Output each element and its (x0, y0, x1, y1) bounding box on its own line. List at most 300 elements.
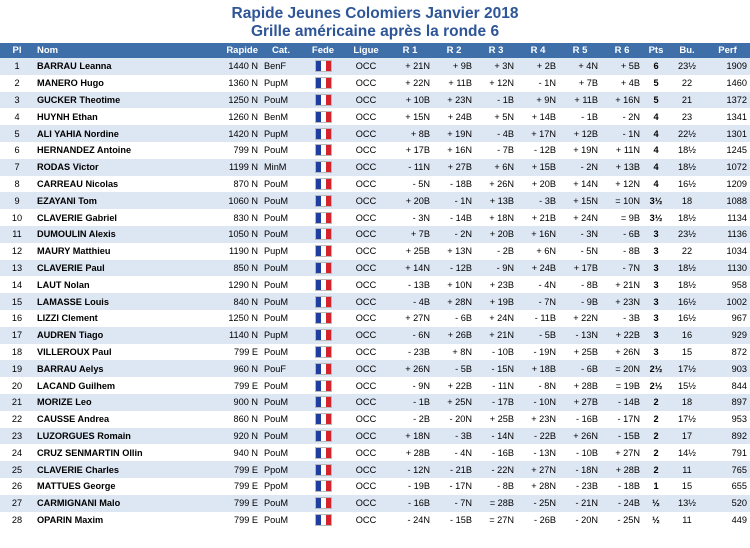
france-flag-icon (315, 497, 332, 509)
federation-flag (301, 108, 345, 125)
table-row (0, 75, 750, 92)
round-2-cell: + 10N (433, 276, 475, 293)
column-header-nom: Nom (34, 43, 194, 58)
table-row (0, 444, 750, 461)
name-cell: LAMASSE Louis (34, 293, 194, 310)
round-1-cell: + 10B (387, 92, 433, 109)
round-6-cell: - 24B (601, 495, 643, 512)
round-5-cell: - 6B (559, 360, 601, 377)
round-3-cell: - 11N (475, 377, 517, 394)
place-cell: 4 (0, 108, 34, 125)
place-cell: 22 (0, 411, 34, 428)
buchholz-cell: 17½ (669, 360, 705, 377)
name-cell: MANERO Hugo (34, 75, 194, 92)
round-2-cell: + 27B (433, 159, 475, 176)
round-5-cell: - 18N (559, 461, 601, 478)
category-cell: PouM (261, 226, 301, 243)
name-cell: LUZORGUES Romain (34, 428, 194, 445)
buchholz-cell: 15 (669, 478, 705, 495)
place-cell: 13 (0, 260, 34, 277)
performance-cell: 1460 (705, 75, 750, 92)
round-5-cell: - 10B (559, 444, 601, 461)
league-cell: OCC (345, 75, 387, 92)
table-row (0, 92, 750, 109)
category-cell: BenM (261, 108, 301, 125)
round-4-cell: - 19N (517, 344, 559, 361)
federation-flag (301, 495, 345, 512)
league-cell: OCC (345, 444, 387, 461)
round-4-cell: - 4N (517, 276, 559, 293)
round-3-cell: - 14N (475, 428, 517, 445)
round-6-cell: + 13B (601, 159, 643, 176)
federation-flag (301, 209, 345, 226)
name-cell: LIZZI Clement (34, 310, 194, 327)
round-5-cell: + 17B (559, 260, 601, 277)
performance-cell: 903 (705, 360, 750, 377)
column-header-r3: R 3 (475, 43, 517, 58)
round-3-cell: + 6N (475, 159, 517, 176)
table-row (0, 176, 750, 193)
league-cell: OCC (345, 394, 387, 411)
league-cell: OCC (345, 512, 387, 529)
buchholz-cell: 17 (669, 428, 705, 445)
france-flag-icon (315, 111, 332, 123)
rating-cell: 799 E (194, 377, 261, 394)
round-5-cell: - 13N (559, 327, 601, 344)
column-header-ligue: Ligue (345, 43, 387, 58)
round-3-cell: = 27N (475, 512, 517, 529)
round-5-cell: - 2N (559, 159, 601, 176)
place-cell: 9 (0, 192, 34, 209)
round-3-cell: + 3N (475, 58, 517, 75)
performance-cell: 958 (705, 276, 750, 293)
performance-cell: 1088 (705, 192, 750, 209)
round-6-cell: + 28B (601, 461, 643, 478)
performance-cell: 1130 (705, 260, 750, 277)
round-4-cell: + 23N (517, 411, 559, 428)
points-cell: 2 (643, 394, 669, 411)
place-cell: 1 (0, 58, 34, 75)
round-1-cell: - 6N (387, 327, 433, 344)
round-4-cell: + 14B (517, 108, 559, 125)
round-1-cell: + 8B (387, 125, 433, 142)
column-header-r6: R 6 (601, 43, 643, 58)
federation-flag (301, 344, 345, 361)
column-header-rapide: Rapide (194, 43, 261, 58)
performance-cell: 1209 (705, 176, 750, 193)
round-5-cell: + 19N (559, 142, 601, 159)
performance-cell: 1072 (705, 159, 750, 176)
buchholz-cell: 13½ (669, 495, 705, 512)
federation-flag (301, 226, 345, 243)
league-cell: OCC (345, 428, 387, 445)
table-row (0, 108, 750, 125)
category-cell: MinM (261, 159, 301, 176)
france-flag-icon (315, 245, 332, 257)
federation-flag (301, 444, 345, 461)
name-cell: BARRAU Leanna (34, 58, 194, 75)
france-flag-icon (315, 396, 332, 408)
round-1-cell: - 19B (387, 478, 433, 495)
round-2-cell: - 7N (433, 495, 475, 512)
federation-flag (301, 243, 345, 260)
place-cell: 28 (0, 512, 34, 529)
buchholz-cell: 16 (669, 327, 705, 344)
round-1-cell: + 21N (387, 58, 433, 75)
round-2-cell: + 8N (433, 344, 475, 361)
round-2-cell: + 19N (433, 125, 475, 142)
league-cell: OCC (345, 495, 387, 512)
france-flag-icon (315, 195, 332, 207)
round-4-cell: - 26B (517, 512, 559, 529)
france-flag-icon (315, 363, 332, 375)
column-header-pl: Pl (0, 43, 34, 58)
category-cell: PouM (261, 377, 301, 394)
category-cell: PupM (261, 327, 301, 344)
name-cell: GUCKER Theotime (34, 92, 194, 109)
round-2-cell: - 17N (433, 478, 475, 495)
round-3-cell: + 21N (475, 327, 517, 344)
round-2-cell: + 23N (433, 92, 475, 109)
round-6-cell: + 12N (601, 176, 643, 193)
round-6-cell: - 25N (601, 512, 643, 529)
buchholz-cell: 17½ (669, 411, 705, 428)
page-title: Rapide Jeunes Colomiers Janvier 2018 (231, 5, 519, 22)
round-3-cell: + 26N (475, 176, 517, 193)
place-cell: 21 (0, 394, 34, 411)
rating-cell: 920 N (194, 428, 261, 445)
performance-cell: 1909 (705, 58, 750, 75)
category-cell: PouM (261, 428, 301, 445)
table-row (0, 159, 750, 176)
table-row (0, 377, 750, 394)
page-subtitle: Grille américaine après la ronde 6 (250, 23, 500, 40)
france-flag-icon (315, 228, 332, 240)
name-cell: MORIZE Leo (34, 394, 194, 411)
name-cell: MATTUES George (34, 478, 194, 495)
round-3-cell: - 17B (475, 394, 517, 411)
buchholz-cell: 22½ (669, 125, 705, 142)
round-1-cell: + 15N (387, 108, 433, 125)
place-cell: 16 (0, 310, 34, 327)
france-flag-icon (315, 514, 332, 526)
performance-cell: 1301 (705, 125, 750, 142)
category-cell: PupM (261, 125, 301, 142)
category-cell: PouM (261, 260, 301, 277)
round-4-cell: - 5B (517, 327, 559, 344)
league-cell: OCC (345, 260, 387, 277)
points-cell: ½ (643, 495, 669, 512)
round-1-cell: - 11N (387, 159, 433, 176)
federation-flag (301, 159, 345, 176)
buchholz-cell: 23½ (669, 226, 705, 243)
round-1-cell: - 23B (387, 344, 433, 361)
rating-cell: 1190 N (194, 243, 261, 260)
round-6-cell: + 5B (601, 58, 643, 75)
round-1-cell: + 18N (387, 428, 433, 445)
buchholz-cell: 22 (669, 75, 705, 92)
round-5-cell: + 14N (559, 176, 601, 193)
round-4-cell: + 21B (517, 209, 559, 226)
table-row (0, 360, 750, 377)
points-cell: 3 (643, 276, 669, 293)
france-flag-icon (315, 161, 332, 173)
name-cell: CLAVERIE Gabriel (34, 209, 194, 226)
place-cell: 11 (0, 226, 34, 243)
round-4-cell: + 16N (517, 226, 559, 243)
round-4-cell: + 20B (517, 176, 559, 193)
points-cell: 3 (643, 310, 669, 327)
rating-cell: 1420 N (194, 125, 261, 142)
round-1-cell: - 1B (387, 394, 433, 411)
round-1-cell: - 16B (387, 495, 433, 512)
federation-flag (301, 394, 345, 411)
league-cell: OCC (345, 327, 387, 344)
round-5-cell: + 26N (559, 428, 601, 445)
column-header-r2: R 2 (433, 43, 475, 58)
round-2-cell: - 12B (433, 260, 475, 277)
round-3-cell: - 15N (475, 360, 517, 377)
round-6-cell: - 14B (601, 394, 643, 411)
place-cell: 19 (0, 360, 34, 377)
rating-cell: 1290 N (194, 276, 261, 293)
round-6-cell: + 11N (601, 142, 643, 159)
france-flag-icon (315, 212, 332, 224)
rating-cell: 940 N (194, 444, 261, 461)
france-flag-icon (315, 128, 332, 140)
place-cell: 27 (0, 495, 34, 512)
points-cell: 1 (643, 478, 669, 495)
column-header-fede: Fede (301, 43, 345, 58)
performance-cell: 765 (705, 461, 750, 478)
rating-cell: 960 N (194, 360, 261, 377)
france-flag-icon (315, 262, 332, 274)
round-3-cell: + 5N (475, 108, 517, 125)
round-3-cell: - 4B (475, 125, 517, 142)
france-flag-icon (315, 346, 332, 358)
table-row (0, 226, 750, 243)
table-row (0, 192, 750, 209)
buchholz-cell: 15½ (669, 377, 705, 394)
round-1-cell: + 25B (387, 243, 433, 260)
category-cell: PouM (261, 512, 301, 529)
performance-cell: 892 (705, 428, 750, 445)
table-row (0, 310, 750, 327)
round-2-cell: + 24B (433, 108, 475, 125)
place-cell: 2 (0, 75, 34, 92)
round-3-cell: + 23B (475, 276, 517, 293)
federation-flag (301, 428, 345, 445)
league-cell: OCC (345, 461, 387, 478)
federation-flag (301, 293, 345, 310)
table-row (0, 276, 750, 293)
table-row (0, 344, 750, 361)
buchholz-cell: 18 (669, 192, 705, 209)
round-5-cell: + 11B (559, 92, 601, 109)
round-3-cell: + 24N (475, 310, 517, 327)
round-1-cell: + 17B (387, 142, 433, 159)
federation-flag (301, 327, 345, 344)
performance-cell: 449 (705, 512, 750, 529)
round-3-cell: + 25B (475, 411, 517, 428)
name-cell: CARREAU Nicolas (34, 176, 194, 193)
federation-flag (301, 176, 345, 193)
rating-cell: 870 N (194, 176, 261, 193)
buchholz-cell: 18½ (669, 142, 705, 159)
round-4-cell: + 17N (517, 125, 559, 142)
rating-cell: 799 E (194, 344, 261, 361)
league-cell: OCC (345, 344, 387, 361)
name-cell: AUDREN Tiago (34, 327, 194, 344)
place-cell: 18 (0, 344, 34, 361)
table-row (0, 512, 750, 529)
buchholz-cell: 18 (669, 394, 705, 411)
round-5-cell: + 24N (559, 209, 601, 226)
france-flag-icon (315, 312, 332, 324)
performance-cell: 1136 (705, 226, 750, 243)
round-6-cell: - 7N (601, 260, 643, 277)
round-6-cell: = 20N (601, 360, 643, 377)
points-cell: 4 (643, 108, 669, 125)
place-cell: 8 (0, 176, 34, 193)
points-cell: 3 (643, 293, 669, 310)
league-cell: OCC (345, 125, 387, 142)
rating-cell: 1440 N (194, 58, 261, 75)
place-cell: 5 (0, 125, 34, 142)
round-2-cell: - 20N (433, 411, 475, 428)
round-5-cell: - 9B (559, 293, 601, 310)
france-flag-icon (315, 296, 332, 308)
round-3-cell: - 9N (475, 260, 517, 277)
category-cell: PouM (261, 276, 301, 293)
points-cell: 2 (643, 444, 669, 461)
place-cell: 26 (0, 478, 34, 495)
buchholz-cell: 14½ (669, 444, 705, 461)
name-cell: LACAND Guilhem (34, 377, 194, 394)
league-cell: OCC (345, 310, 387, 327)
round-5-cell: - 8B (559, 276, 601, 293)
points-cell: 2½ (643, 360, 669, 377)
round-2-cell: - 3B (433, 428, 475, 445)
category-cell: PouM (261, 192, 301, 209)
round-2-cell: + 13N (433, 243, 475, 260)
rating-cell: 799 E (194, 461, 261, 478)
table-row (0, 428, 750, 445)
table-row (0, 394, 750, 411)
federation-flag (301, 411, 345, 428)
league-cell: OCC (345, 58, 387, 75)
round-2-cell: + 28N (433, 293, 475, 310)
performance-cell: 791 (705, 444, 750, 461)
round-1-cell: - 4B (387, 293, 433, 310)
round-6-cell: + 16N (601, 92, 643, 109)
performance-cell: 953 (705, 411, 750, 428)
name-cell: EZAYANI Tom (34, 192, 194, 209)
name-cell: MAURY Matthieu (34, 243, 194, 260)
round-6-cell: + 4B (601, 75, 643, 92)
name-cell: CLAVERIE Charles (34, 461, 194, 478)
round-2-cell: - 15B (433, 512, 475, 529)
round-1-cell: - 5N (387, 176, 433, 193)
name-cell: OPARIN Maxim (34, 512, 194, 529)
name-cell: VILLEROUX Paul (34, 344, 194, 361)
buchholz-cell: 18½ (669, 260, 705, 277)
category-cell: PouM (261, 176, 301, 193)
round-3-cell: - 2B (475, 243, 517, 260)
round-5-cell: - 3N (559, 226, 601, 243)
rating-cell: 850 N (194, 260, 261, 277)
round-4-cell: + 24B (517, 260, 559, 277)
france-flag-icon (315, 480, 332, 492)
rating-cell: 840 N (194, 293, 261, 310)
federation-flag (301, 377, 345, 394)
round-4-cell: - 11B (517, 310, 559, 327)
round-5-cell: - 5N (559, 243, 601, 260)
round-2-cell: - 4N (433, 444, 475, 461)
rating-cell: 900 N (194, 394, 261, 411)
federation-flag (301, 478, 345, 495)
performance-cell: 929 (705, 327, 750, 344)
table-row (0, 260, 750, 277)
round-2-cell: - 21B (433, 461, 475, 478)
round-2-cell: + 25N (433, 394, 475, 411)
round-4-cell: + 15B (517, 159, 559, 176)
place-cell: 25 (0, 461, 34, 478)
round-2-cell: + 11B (433, 75, 475, 92)
round-6-cell: + 23N (601, 293, 643, 310)
buchholz-cell: 18½ (669, 159, 705, 176)
name-cell: HERNANDEZ Antoine (34, 142, 194, 159)
round-3-cell: - 7B (475, 142, 517, 159)
round-1-cell: - 9N (387, 377, 433, 394)
round-1-cell: - 3N (387, 209, 433, 226)
buchholz-cell: 16½ (669, 293, 705, 310)
buchholz-cell: 21 (669, 92, 705, 109)
points-cell: 4 (643, 125, 669, 142)
round-5-cell: + 4N (559, 58, 601, 75)
federation-flag (301, 125, 345, 142)
points-cell: 4 (643, 159, 669, 176)
round-2-cell: - 18B (433, 176, 475, 193)
name-cell: HUYNH Ethan (34, 108, 194, 125)
place-cell: 20 (0, 377, 34, 394)
place-cell: 10 (0, 209, 34, 226)
round-3-cell: + 13B (475, 192, 517, 209)
round-3-cell: = 28B (475, 495, 517, 512)
round-4-cell: - 1N (517, 75, 559, 92)
table-row (0, 327, 750, 344)
name-cell: CAUSSE Andrea (34, 411, 194, 428)
round-4-cell: + 2B (517, 58, 559, 75)
round-6-cell: = 10N (601, 192, 643, 209)
points-cell: 3 (643, 344, 669, 361)
buchholz-cell: 18½ (669, 209, 705, 226)
points-cell: ½ (643, 512, 669, 529)
name-cell: CLAVERIE Paul (34, 260, 194, 277)
round-1-cell: - 13B (387, 276, 433, 293)
round-1-cell: - 12N (387, 461, 433, 478)
round-4-cell: - 25N (517, 495, 559, 512)
france-flag-icon (315, 77, 332, 89)
category-cell: PupM (261, 75, 301, 92)
round-5-cell: + 22N (559, 310, 601, 327)
performance-cell: 1034 (705, 243, 750, 260)
category-cell: PouM (261, 310, 301, 327)
round-6-cell: = 9B (601, 209, 643, 226)
round-5-cell: + 28B (559, 377, 601, 394)
france-flag-icon (315, 60, 332, 72)
rating-cell: 1140 N (194, 327, 261, 344)
